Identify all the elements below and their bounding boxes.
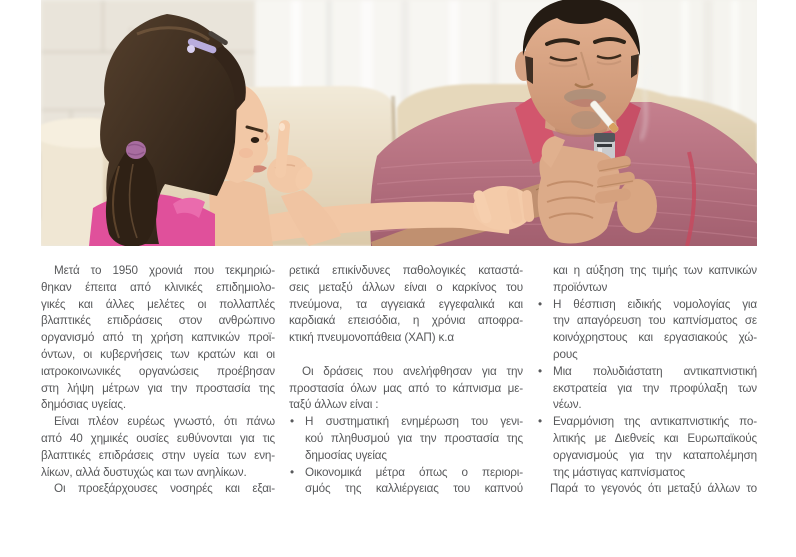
text-line: και η αύξηση της τιμής των καπνικών — [553, 264, 757, 277]
text-column-2 — [289, 263, 523, 498]
text-line: προϊόντων — [553, 280, 608, 294]
text-line: ιατροκοινωνικές οργανώσεις προέβησαν — [41, 364, 275, 378]
text-line: θηκαν έπειτα από κλινικές επιδημιολο- — [41, 280, 275, 294]
text-line: την απαγόρευση του καπνίσματος σε — [553, 314, 757, 328]
text-line: σεις μεταξύ άλλων είναι ο καρκίνος του — [289, 280, 523, 294]
text-line: γικές και άλλες μελέτες οι πολλαπλές — [41, 297, 275, 311]
bullet-icon: • — [290, 465, 294, 479]
text-line: ταξύ άλλων είναι : — [289, 398, 379, 412]
text-line: κοινόχρηστους και εργασιακούς χώ- — [553, 331, 757, 345]
text-line: βλαπτικές επιδράσεις στην υγεία των ενη- — [41, 448, 275, 462]
bullet-line — [537, 414, 757, 431]
text-line: στη λήψη μέτρων για την προστασία της — [41, 381, 275, 395]
text-line: Οι δράσεις που ανελήφθησαν για την — [302, 364, 523, 378]
bullet-icon: • — [538, 415, 542, 429]
bullet-text: Η συστηματική ενημέρωση του γενι- — [305, 415, 523, 429]
text-line: λιτικής με Διεθνείς και Ευρωπαϊκούς — [553, 431, 757, 445]
text-line: δημοσίας υγείας — [305, 448, 387, 462]
text-line: καρδιακά επεισόδια, η χρόνια αποφρα- — [289, 314, 523, 328]
bullet-icon: • — [290, 415, 294, 429]
bullet-line — [289, 465, 523, 482]
bullet-text: Οικονομικά μέτρα όπως ο περιορι- — [305, 465, 523, 479]
text-line: εκστρατεία για την προφύλαξη των — [553, 381, 757, 395]
text-line: προστασία όλων μας από το κάπνισμα με- — [289, 381, 523, 395]
text-line: πνεύμονα, τα αγγειακά εγγεφαλικά και — [289, 297, 523, 311]
text-column-1 — [41, 263, 275, 498]
text-line: δημόσιας υγείας. — [41, 398, 126, 412]
text-line: όντων, οι κυβερνήσεις των κρατών και οι — [41, 347, 275, 361]
bullet-text: Η θέσπιση ειδικής νομολογίας για — [553, 297, 757, 311]
text-line: από 40 χημικές ουσίες ευθύνονται για τις — [41, 431, 275, 445]
text-line: νέων. — [553, 398, 582, 412]
text-line: Παρά το γεγονός ότι μεταξύ άλλων το — [550, 482, 757, 496]
text-line: ρετικά επικίνδυνες παθολογικές καταστά- — [289, 264, 523, 277]
text-line: ρους — [553, 347, 578, 361]
text-line: Οι προεξάρχουσες νοσηρές και εξαι- — [54, 482, 275, 496]
text-line: λίκων, αλλά δυστυχώς και των ανηλίκων. — [41, 465, 247, 479]
text-line: σμός της καλλιέργειας του καπνού — [305, 482, 523, 496]
bullet-text: Μια πολυδιάστατη αντικαπνιστική — [553, 364, 757, 378]
text-line: της μάστιγας καπνίσματος — [553, 465, 686, 479]
text-line: κού πληθυσμού για την προστασία της — [305, 431, 523, 445]
text-line: Μετά το 1950 χρονιά που τεκμηριώ- — [54, 264, 275, 277]
text-line: οργανισμούς για την καταπολέμηση — [553, 448, 757, 462]
bullet-line — [537, 297, 757, 314]
text-line: οργανισμό από τη χρήση καπνικών προϊ- — [41, 331, 275, 345]
text-line: Είναι πλέον ευρέως γνωστό, ότι πάνω — [54, 415, 275, 429]
column-gap — [289, 347, 523, 364]
text-line: βλαπτικές επιδράσεις στον ανθρώπινο — [41, 314, 275, 328]
text-column-3 — [537, 263, 757, 498]
text-line: κτική πνευμονοπάθεια (ΧΑΠ) κ.α — [289, 331, 454, 345]
bullet-icon: • — [538, 364, 542, 378]
bullet-icon: • — [538, 297, 542, 311]
bullet-line — [289, 414, 523, 431]
bullet-text: Εναρμόνιση της αντικαπνιστικής πο- — [553, 415, 757, 429]
bullet-line — [537, 364, 757, 381]
